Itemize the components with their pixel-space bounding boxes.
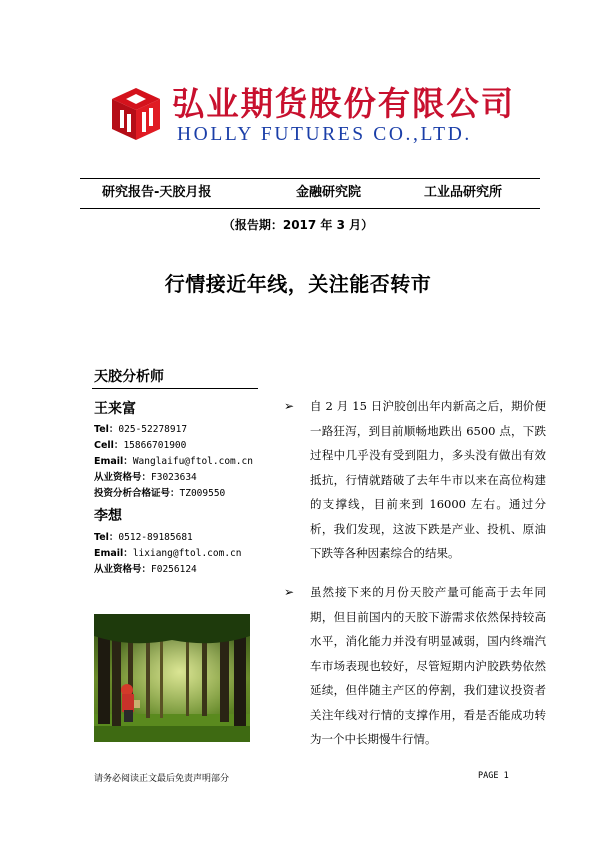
page-title: 行情接近年线，关注能否转市	[164, 272, 432, 296]
analyst-2-email	[94, 547, 241, 560]
cell-value: 15866701900	[123, 440, 187, 451]
tel-value: 025-52278917	[118, 424, 188, 435]
tel-label: Tel：	[94, 424, 119, 435]
analyst-name-2: 李想	[94, 508, 122, 524]
email-label: Email：	[94, 548, 133, 559]
bullet-text-1: 自 2 月 15 日沪胶创出年内新高之后，期价便一路狂泻，到目前顺畅地跌出 6500 点，下跌过程中几乎没有受到阻力，多头没有做出有效抵抗，行情就踏破了去年牛市以来在高位构建的支撑线，目前来到 16000 左右。通过分析，我们发现，这波下跌是产业、投机、原油下跌等各种因素综合的结果。	[310, 399, 546, 560]
dept-finance: 金融研究院	[296, 185, 362, 200]
analyst-divider	[92, 388, 258, 389]
company-name-en: HOLLY FUTURES CO.,LTD.	[177, 124, 472, 145]
analyst-name-1: 王来富	[94, 401, 136, 417]
analyst-1-tel	[94, 423, 187, 436]
analyst-1-qualification	[94, 471, 197, 484]
qualification-label: 从业资格号：	[94, 472, 152, 483]
qualification-label: 从业资格号：	[94, 564, 152, 575]
qualification-value: F3023634	[151, 472, 197, 483]
report-type: 研究报告-天胶月报	[102, 185, 212, 200]
email-label: Email：	[94, 456, 133, 467]
tel-label: Tel：	[94, 532, 119, 543]
analyst-2-qualification	[94, 563, 197, 576]
page-number: PAGE 1	[478, 771, 509, 781]
analyst-heading: 天胶分析师	[94, 369, 164, 385]
bullet-arrow-icon: ➢	[284, 399, 295, 413]
header-rule-bottom	[80, 208, 540, 209]
rubber-forest-photo	[94, 614, 250, 742]
footer-disclaimer: 请务必阅读正文最后免责声明部分	[94, 774, 230, 784]
report-period: （报告期：2017 年 3 月）	[222, 218, 374, 232]
invest-cert-label: 投资分析合格证号：	[94, 488, 180, 499]
analyst-1-invest-cert	[94, 487, 225, 500]
bullet-point-1	[284, 394, 544, 574]
bullet-point-2	[284, 580, 544, 760]
dept-industrial: 工业品研究所	[424, 185, 503, 200]
cell-label: Cell：	[94, 440, 124, 451]
header-rule-top	[80, 178, 540, 179]
bullet-text-2: 虽然接下来的月份天胶产量可能高于去年同期，但目前国内的天胶下游需求依然保持较高水平，消化能力并没有明显减弱，国内终端汽车市场表现也较好，尽管短期内沪胶跌势依然延续，但伴随主产区的停割，我们建议投资者关注年线对行情的支撑作用，看是否能成功转为一个中长期慢牛行情。	[310, 585, 546, 746]
invest-cert-value: TZ009550	[179, 488, 226, 499]
email-value: lixiang@ftol.com.cn	[132, 548, 242, 559]
tel-value: 0512-89185681	[118, 532, 193, 543]
company-logo-icon	[110, 86, 162, 142]
company-name-cn: 弘业期货股份有限公司	[172, 84, 515, 123]
email-value: Wanglaifu@ftol.com.cn	[132, 456, 253, 467]
analyst-1-cell	[94, 439, 186, 452]
bullet-arrow-icon: ➢	[284, 585, 295, 599]
analyst-2-tel	[94, 531, 193, 544]
qualification-value: F0256124	[151, 564, 197, 575]
analyst-1-email	[94, 455, 253, 468]
